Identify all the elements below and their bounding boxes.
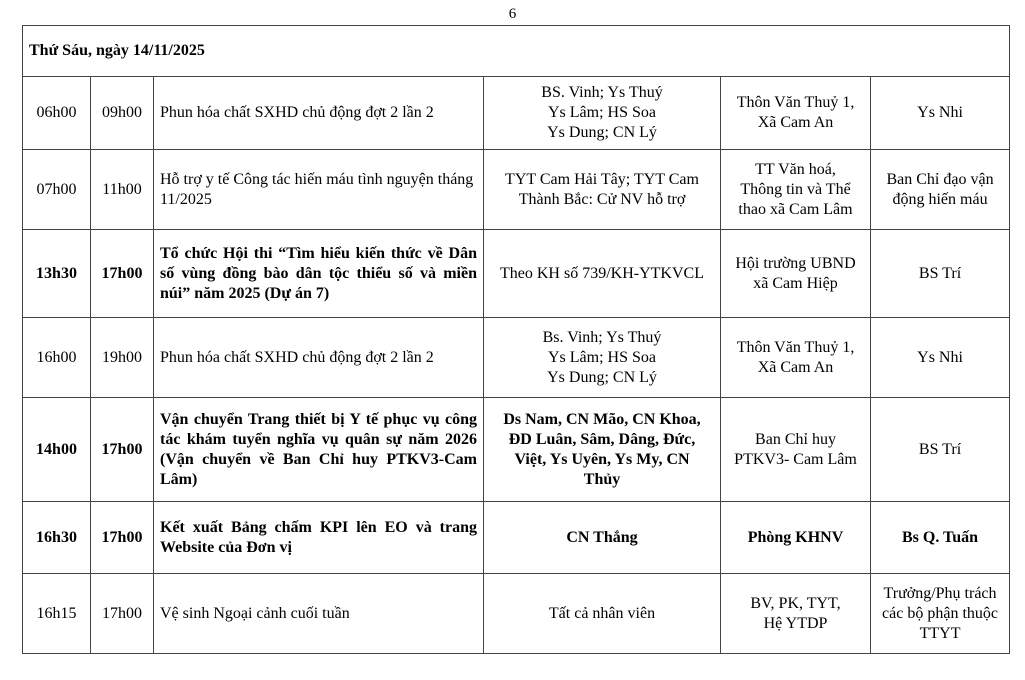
personnel-cell <box>484 318 721 398</box>
personnel-line: Bs. Vinh; Ys Thuý <box>542 328 662 346</box>
personnel-line: Thành Bắc: Cử NV hỗ trợ <box>518 190 686 208</box>
lead-cell: Ban Chỉ đạo vận động hiến máu <box>871 150 1010 230</box>
lead-cell: Trưởng/Phụ trách các bộ phận thuộc TTYT <box>871 574 1010 654</box>
schedule-table <box>22 25 1010 654</box>
table-row <box>23 574 1010 654</box>
activity-cell: Kết xuất Bảng chấm KPI lên EO và trang Website của Đơn vị <box>154 502 484 574</box>
location-line: thao xã Cam Lâm <box>738 200 853 218</box>
personnel-line: Việt, Ys Uyên, Ys My, CN <box>514 450 690 468</box>
location-line: Thôn Văn Thuỷ 1, <box>736 94 855 111</box>
end-time-cell: 09h00 <box>91 77 154 150</box>
personnel-line: Ys Dung; CN Lý <box>547 368 657 386</box>
personnel-line: Tất cả nhân viên <box>548 604 656 622</box>
location-line: xã Cam Hiệp <box>753 274 838 292</box>
personnel-line: CN Thắng <box>566 528 638 546</box>
personnel-cell <box>484 230 721 318</box>
personnel-line: ĐD Luân, Sâm, Dâng, Đức, <box>508 430 696 448</box>
personnel-cell <box>484 150 721 230</box>
personnel-line: Ys Lâm; HS Soa <box>548 104 656 121</box>
page-number: 6 <box>508 6 517 22</box>
start-time-cell: 16h00 <box>23 318 91 398</box>
lead-cell: Bs Q. Tuấn <box>871 502 1010 574</box>
start-time-cell: 16h15 <box>23 574 91 654</box>
start-time-cell: 13h30 <box>23 230 91 318</box>
activity-cell: Vệ sinh Ngoại cảnh cuối tuần <box>154 574 484 654</box>
location-cell <box>721 398 871 502</box>
end-time-cell: 17h00 <box>91 398 154 502</box>
lead-cell: BS Trí <box>871 230 1010 318</box>
end-time-cell: 19h00 <box>91 318 154 398</box>
lead-cell: BS Trí <box>871 398 1010 502</box>
location-cell <box>721 230 871 318</box>
location-cell <box>721 150 871 230</box>
personnel-line: Ds Nam, CN Mão, CN Khoa, <box>503 410 701 428</box>
start-time-cell: 06h00 <box>23 77 91 150</box>
table-row <box>23 230 1010 318</box>
table-row <box>23 398 1010 502</box>
location-cell <box>721 318 871 398</box>
location-line: Ban Chỉ huy <box>755 430 836 448</box>
personnel-line: Thủy <box>583 470 621 488</box>
activity-cell: Vận chuyển Trang thiết bị Y tế phục vụ công tác khám tuyển nghĩa vụ quân sự năm 2026 (Vận chuyển về Ban Chỉ huy PTKV3-Cam Lâm) <box>154 398 484 502</box>
activity-cell: Phun hóa chất SXHD chủ động đợt 2 lần 2 <box>154 318 484 398</box>
location-line: Thông tin và Thể <box>740 180 851 198</box>
end-time-cell: 17h00 <box>91 502 154 574</box>
personnel-cell <box>484 502 721 574</box>
activity-cell: Hỗ trợ y tế Công tác hiến máu tình nguyện tháng 11/2025 <box>154 150 484 230</box>
personnel-cell <box>484 574 721 654</box>
table-row <box>23 150 1010 230</box>
location-line: BV, PK, TYT, <box>750 594 841 612</box>
personnel-cell <box>484 77 721 150</box>
personnel-line: BS. Vinh; Ys Thuý <box>541 84 663 101</box>
personnel-line: Theo KH số 739/KH-YTKVCL <box>500 264 704 282</box>
personnel-cell <box>484 398 721 502</box>
lead-cell: Ys Nhi <box>871 77 1010 150</box>
personnel-line: Ys Dung; CN Lý <box>547 124 657 141</box>
table-row <box>23 502 1010 574</box>
day-header: Thứ Sáu, ngày 14/11/2025 <box>23 26 1010 77</box>
table-row <box>23 77 1010 150</box>
end-time-cell: 11h00 <box>91 150 154 230</box>
end-time-cell: 17h00 <box>91 574 154 654</box>
location-line: Hội trường UBND <box>735 254 856 272</box>
lead-cell: Ys Nhi <box>871 318 1010 398</box>
activity-cell: Tổ chức Hội thi “Tìm hiểu kiến thức về Dân số vùng đồng bào dân tộc thiểu số và miền núi” năm 2025 (Dự án 7) <box>154 230 484 318</box>
end-time-cell: 17h00 <box>91 230 154 318</box>
table-row <box>23 318 1010 398</box>
location-line: Phòng KHNV <box>747 528 844 546</box>
activity-cell: Phun hóa chất SXHD chủ động đợt 2 lần 2 <box>154 77 484 150</box>
personnel-line: TYT Cam Hải Tây; TYT Cam <box>505 170 699 188</box>
start-time-cell: 14h00 <box>23 398 91 502</box>
start-time-cell: 16h30 <box>23 502 91 574</box>
start-time-cell: 07h00 <box>23 150 91 230</box>
location-line: TT Văn hoá, <box>755 160 836 178</box>
location-line: Thôn Văn Thuỷ 1, <box>736 338 855 356</box>
location-line: Xã Cam An <box>757 114 834 131</box>
day-header-row <box>23 26 1010 77</box>
location-cell <box>721 502 871 574</box>
location-line: Hệ YTDP <box>763 614 828 632</box>
location-line: PTKV3- Cam Lâm <box>734 450 857 468</box>
location-line: Xã Cam An <box>757 358 834 376</box>
location-cell <box>721 574 871 654</box>
personnel-line: Ys Lâm; HS Soa <box>548 348 656 366</box>
location-cell <box>721 77 871 150</box>
